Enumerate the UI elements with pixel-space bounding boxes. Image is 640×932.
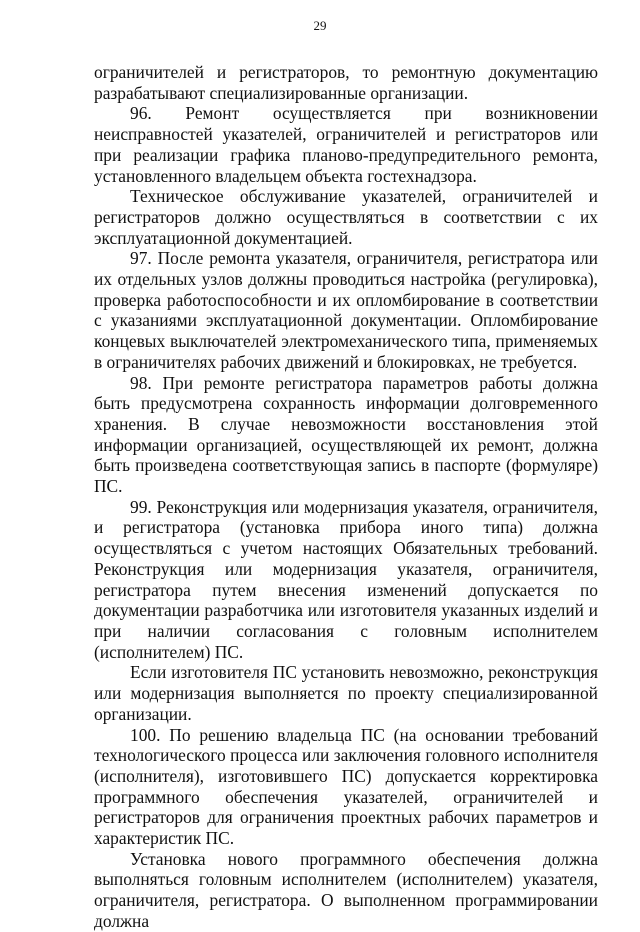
paragraph-maintenance: Техническое обслуживание указателей, ограничителей и регистраторов должно осуществляться в соответствии с их эксплуатационной документацией.	[94, 186, 598, 248]
paragraph-manufacturer-unknown: Если изготовителя ПС установить невозможно, реконструкция или модернизация выполняется по проекту специализированной организации.	[94, 662, 598, 724]
paragraph-99: 99. Реконструкция или модернизация указателя, ограничителя, и регистратора (установка прибора иного типа) должна осуществляться с учетом настоящих Обязательных требований. Реконструкция или модернизация указателя, ограничителя, регистратора путем внесения изменений допускается по документации разработчика или изготовителя указанных изделий и при наличии согласования с головным исполнителем (исполнителем) ПС.	[94, 496, 598, 662]
paragraph-100: 100. По решению владельца ПС (на основании требований технологического процесса или заключения головного исполнителя (исполнителя), изготовившего ПС) допускается корректировка программного обеспечения указателей, ограничителей и регистраторов для ограничения проектных рабочих параметров и характеристик ПС.	[94, 724, 598, 849]
paragraph-98: 98. При ремонте регистратора параметров работы должна быть предусмотрена сохранность информации долговременного хранения. В случае невозможности восстановления этой информации организацией, осуществляющей их ремонт, должна быть произведена соответствующая запись в паспорте (формуляре) ПС.	[94, 372, 598, 497]
paragraph-96: 96. Ремонт осуществляется при возникновении неисправностей указателей, ограничителей и регистраторов или при реализации графика планово-предупредительного ремонта, установленного владельцем объекта гостехнадзора.	[94, 103, 598, 186]
paragraph-software-installation: Установка нового программного обеспечения должна выполняться головным исполнителем (исполнителем) указателя, ограничителя, регистратора. О выполненном программировании должна	[94, 848, 598, 931]
document-body	[94, 62, 598, 932]
paragraph-97: 97. После ремонта указателя, ограничителя, регистратора или их отдельных узлов должны проводиться настройка (регулировка), проверка работоспособности и их опломбирование в соответствии с указаниями эксплуатационной документации. Опломбирование концевых выключателей электромеханического типа, применяемых в ограничителях рабочих движений и блокировках, не требуется.	[94, 248, 598, 372]
page-number: 29	[313, 18, 327, 33]
paragraph-continuation: ограничителей и регистраторов, то ремонтную документацию разрабатывают специализированные организации.	[94, 62, 598, 103]
